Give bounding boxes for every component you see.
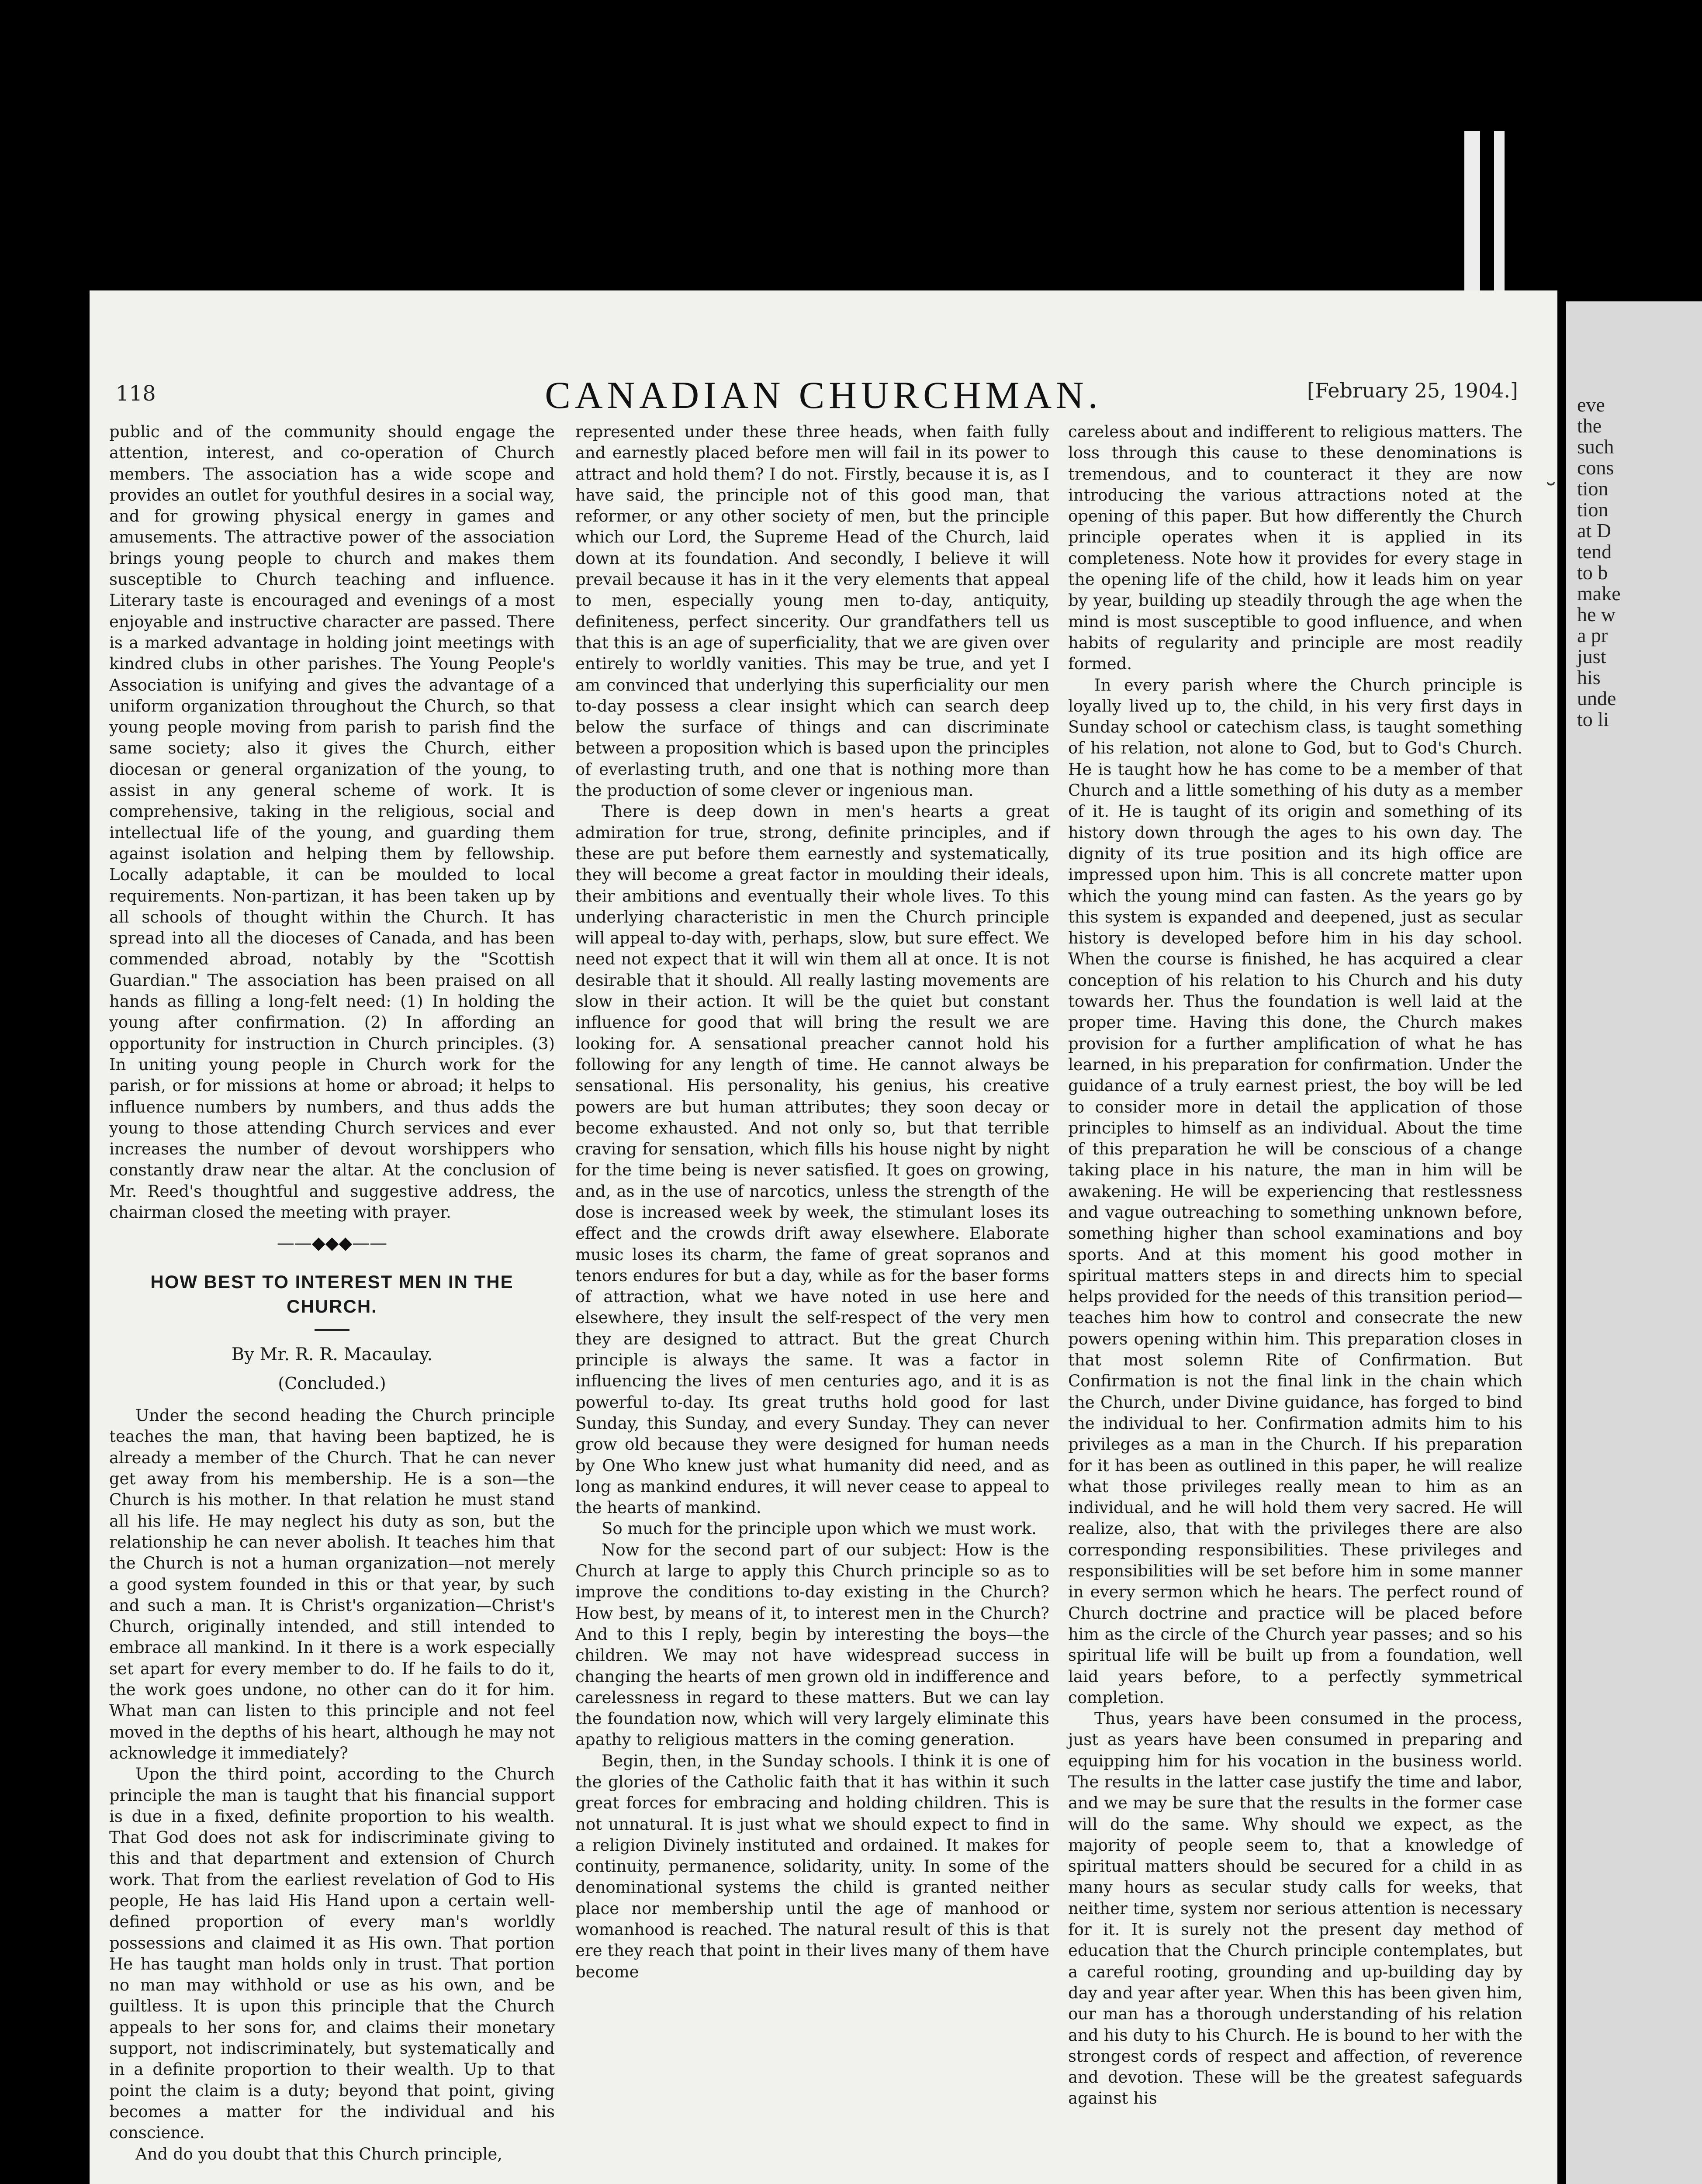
paragraph: Thus, years have been consumed in the process, just as years have been consumed in preparing and equipping him for his vocation in the business world. The results in the latter case justify the time and labor, and we may be sure that the results in the former case will do the same. Why should we expect, as the majority of people seem to, that a knowledge of spiritual matters should be secured for a child in as many hours as secular study calls for weeks, that neither time, system nor serious attention is necessary for it. It is surely not the present day method of education that the Church principle contemplates, but a careful rooting, grounding and up-building day by day and year after year. When this has been given him, our man has a thorough understanding of his relation and his duty to his Church. He is bound to her with the strongest cords of respect and affection, of reverence and devotion. These will be the greatest safeguards against his [1068, 1709, 1522, 2108]
paragraph: Upon the third point, according to the Church principle the man is taught that his financial support is due in a fixed, definite proportion to his wealth. That God does not ask for indiscriminate giving to this and that department and extension of Church work. That from the earliest revelation of God to His people, He has laid His Hand upon a certain well-defined proportion of every man's worldly possessions and claimed it as His own. That portion He has taught man holds only in trust. That portion no man may withhold or use as his own, and be guiltless. It is upon this principle that the Church appeals to her sons for, and claims their monetary support, not indiscriminately, but systematically and in a definite proportion to their wealth. Up to that point the claim is a duty; beyond that point, giving becomes a matter for the individual and his conscience. [109, 1765, 555, 2143]
edge-fragment: unde [1577, 687, 1616, 709]
edge-fragment: a pr [1577, 624, 1608, 646]
article-title: HOW BEST TO INTEREST MEN IN THE CHURCH. [150, 1271, 514, 1317]
edge-fragment: tion [1577, 477, 1609, 500]
ink-mark: ˘ [1544, 478, 1557, 509]
paragraph: There is deep down in men's hearts a great admiration for true, strong, definite principles, and if these are put before them earnestly and systematically, they will become a great factor in moulding their ideals, their ambitions and eventually their whole lives. To this underlying characteristic in men the Church principle will appeal to-day with, perhaps, slow, but sure effect. We need not expect that it will win them all at once. It is not desirable that it should. All really lasting movements are slow in their action. It will be the quiet but constant influence for good that will bring the result we are looking for. A sensational preacher cannot hold his following for any length of time. He cannot always be sensational. His personality, his genius, his creative powers are but human attributes; they soon decay or become exhausted. And not only so, but that terrible craving for sensation, which fills his house night by night for the time being is never satisfied. It goes on growing, and, as in the use of narcotics, unless the strength of the dose is increased week by week, the stimulant loses its effect and the crowds drift away elsewhere. Elaborate music loses its charm, the fame of great sopranos and tenors endures for but a day, while as for the baser forms of attraction, what we have noted in use here and elsewhere, they insult the self-respect of the very men they are designed to attract. But the great Church principle is always the same. It was a factor in influencing the lives of men centuries ago, and it is as powerful to-day. Its great truths hold good for last Sunday, this Sunday, and every Sunday. They can never grow old because they were designed for human needs by One Who knew just what humanity did need, and as long as mankind endures, it will never cease to appeal to the hearts of mankind. [575, 802, 1049, 1517]
edge-fragment: make [1577, 582, 1621, 605]
edge-fragment: tion [1577, 498, 1609, 521]
paragraph: public and of the community should engage the attention, interest, and co-operation of Church members. The association has a wide scope and provides an outlet for youthful desires in a social way, and for growing physical energy in games and amusements. The attractive power of the association brings young people to church and makes them susceptible to Church teaching and influence. Literary taste is encouraged and evenings of a most enjoyable and instructive character are passed. There is a marked advantage in holding joint meetings with kindred clubs in other parishes. The Young People's Association is unifying and gives the advantage of a uniform organization throughout the Church, so that young people moving from parish to parish find the same society; also it gives the Church, either diocesan or general organization of the young, to assist in any general scheme of work. It is comprehensive, taking in the religious, social and intellectual life of the young, and guarding them against isolation and helping them by fellowship. Locally adaptable, it can be moulded to local requirements. Non-partizan, it has been taken up by all schools of thought within the Church. It has spread into all the dioceses of Canada, and has been commended abroad, notably by the "Scottish Guardian." The association has been praised on all hands as filling a long-felt need: (1) In holding the young after confirmation. (2) In affording an opportunity for instruction in Church principles. (3) In uniting young people in Church work for the parish, or for missions at home or abroad; it helps to influence numbers by numbers, and thus adds the young to those attending Church services and ever increases the number of devout worshippers who constantly draw near the altar. At the conclusion of Mr. Reed's thoughtful and suggestive address, the chairman closed the meeting with prayer. [109, 422, 555, 1222]
edge-fragment: such [1577, 435, 1614, 458]
newspaper-page [90, 290, 1557, 2184]
edge-fragment: to b [1577, 561, 1608, 584]
edge-fragment: eve [1577, 394, 1605, 416]
paragraph: careless about and indifferent to religious matters. The loss through this cause to these denominations is tremendous, and to counteract it they are now introducing the various attractions noted at the opening of this paper. But how differently the Church principle operates when it is applied in its completeness. Note how it provides for every stage in the opening life of the child, how it leads him on year by year, building up steadily through the age when the mind is most susceptible to good influence, and when habits of regularity and principle are most readily formed. [1068, 422, 1522, 674]
byline: By Mr. R. R. Macaulay. [231, 1344, 433, 1365]
column-2 [575, 422, 1049, 1983]
page-number: 118 [116, 381, 156, 406]
issue-date: [February 25, 1904.] [1307, 379, 1518, 402]
paragraph: Now for the second part of our subject: How is the Church at large to apply this Church principle so as to improve the conditions to-day existing in the Church? How best, by means of it, to interest men in the Church? And to this I reply, begin by interesting the boys—the children. We may not have widespread success in changing the hearts of men grown old in indifference and carelessness in regard to these matters. But we can lay the foundation now, which will very largely eliminate this apathy to religious matters in the coming generation. [575, 1540, 1049, 1749]
masthead: CANADIAN CHURCHMAN. [545, 374, 1102, 417]
paragraph: So much for the principle upon which we must work. [602, 1519, 1037, 1538]
continued-note: (Concluded.) [278, 1373, 386, 1393]
edge-fragment: tend [1577, 540, 1612, 563]
paragraph: And do you doubt that this Church principle, [135, 2144, 502, 2163]
edge-fragment: he w [1577, 603, 1616, 625]
paragraph: represented under these three heads, when faith fully and earnestly placed before men will fail in its power to attract and hold them? I do not. Firstly, because it is, as I have said, the principle not of this good man, that reformer, or any other society of men, but the principle which our Lord, the Supreme Head of the Church, laid down at its foundation. And secondly, I believe it will prevail because it has in it the very elements that appeal to men, especially young men to-day, antiquity, definiteness, perfect sincerity. Our grandfathers tell us that this is an age of superficiality, that we are given over entirely to worldly vanities. This may be true, and yet I am convinced that underlying this superficiality our men to-day possess a clear insight which can search deep below the surface of things and can discriminate between a proposition which is based upon the principles of everlasting truth, and one that is nothing more than the production of some clever or ingenious man. [575, 422, 1049, 800]
edge-fragment: to li [1577, 708, 1609, 730]
edge-fragment: cons [1577, 456, 1614, 479]
page-header [90, 373, 1557, 426]
edge-fragment: at D [1577, 519, 1611, 542]
paragraph: Begin, then, in the Sunday schools. I think it is one of the glories of the Catholic faith that it has within it such great forces for embracing and holding children. This is not unnatural. It is just what we should expect to find in a religion Divinely instituted and ordained. It makes for continuity, permanence, solidarity, unity. In some of the denominational systems the child is granted neither place nor membership until the age of manhood or womanhood is reached. The natural result of this is that ere they reach that point in their lives many of them have become [575, 1751, 1049, 1981]
title-rule [315, 1329, 349, 1331]
column-3 [1068, 422, 1522, 2109]
section-divider: ——◆◆◆—— [277, 1233, 387, 1254]
paragraph: Under the second heading the Church principle teaches the man, that having been baptized, he is already a member of the Church. That he can never get away from his membership. He is a son—the Church is his mother. In that relation he must stand all his life. He may neglect his duty as son, but the relationship he can never abolish. It teaches him that the Church is not a human organization—not merely a good system founded in this or that year, by such and such a man. It is Christ's organization—Christ's Church, originally intended, and still intended to embrace all mankind. In it there is a work especially set apart for every member to do. If he fails to do it, the work goes undone, no other can do it for him. What man can listen to this principle and not feel moved in the depths of his heart, although he may not acknowledge it immediately? [109, 1406, 555, 1762]
paragraph: In every parish where the Church principle is loyally lived up to, the child, in his very first days in Sunday school or catechism class, is taught something of his relation, not alone to God, but to God's Church. He is taught how he has come to be a member of that Church and a little something of his duty as a member of it. He is taught of its origin and something of its history down through the ages to his own day. The dignity of its true position and its high office are impressed upon him. This is all concrete matter upon which the young mind can fasten. As the years go by this system is expanded and deepened, just as secular history is developed before him in his day school. When the course is finished, he has acquired a clear conception of his relation to his Church and his duty towards her. Thus the foundation is well laid at the proper time. Having this done, the Church makes provision for a further amplification of what he has learned, in his preparation for confirmation. Under the guidance of a truly earnest priest, the boy will be led to consider more in detail the application of those principles to himself as an individual. About the time of this preparation he will be conscious of a change taking place in his nature, the man in him will be awakening. He will be experiencing that restlessness and vague outreaching to something unknown before, something higher than school examinations and boy sports. And at this moment his good mother in spiritual matters steps in and directs him to special helps provided for the needs of this transition period—teaches him how to control and consecrate the new powers opening within him. This preparation closes in that most solemn Rite of Confirmation. But Confirmation is not the final link in the chain which the Church, under Divine guidance, has forged to bind the individual to her. Confirmation admits him to his privileges as a man in the Church. If his preparation for it has been as outlined in this paper, he will realize what those privileges really mean to him as an individual, and he will hold them very sacred. He will realize, also, that with the privileges there are also corresponding responsibilities. These privileges and responsibilities will be set before him in some manner in every sermon which he hears. The perfect round of Church doctrine and practice will be placed before him as the circle of the Church year passes; and so his spiritual life will be built up from a foundation, well laid years before, to a perfectly symmetrical completion. [1068, 675, 1522, 1707]
edge-fragment: just [1577, 645, 1606, 667]
edge-fragment: the [1577, 415, 1602, 437]
edge-fragment: his [1577, 666, 1601, 688]
column-1 [109, 422, 555, 2165]
